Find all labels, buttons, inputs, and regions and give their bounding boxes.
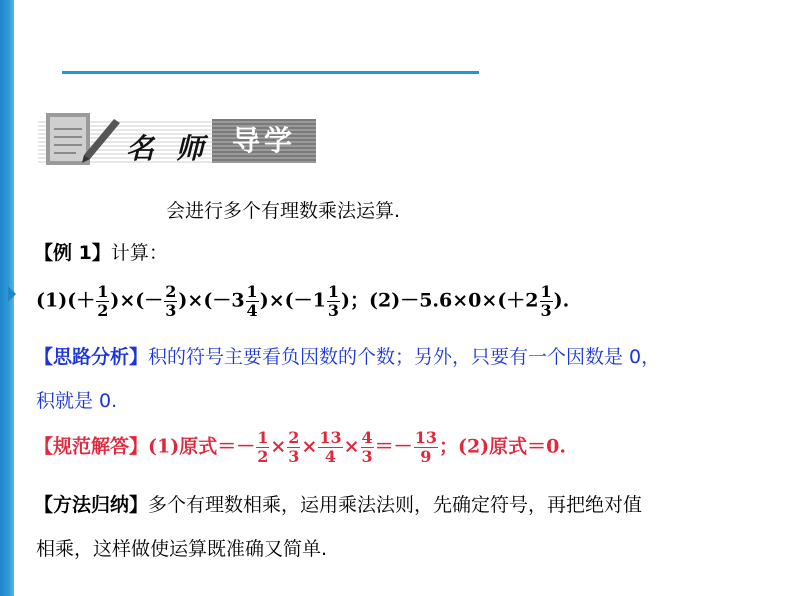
fraction-5 xyxy=(540,284,553,319)
example-heading xyxy=(34,238,168,265)
summary-label: 【方法归纳】 xyxy=(34,494,149,516)
banner-title: 名 师 xyxy=(126,132,210,165)
equals-sign: ＝－ xyxy=(374,435,413,458)
part2-label: (2) xyxy=(368,289,401,312)
fraction-den: 4 xyxy=(246,301,258,320)
fraction-den: 3 xyxy=(288,447,300,466)
fraction-num: 1 xyxy=(327,282,339,301)
times-sign: × xyxy=(343,435,360,458)
fraction-den: 3 xyxy=(165,301,177,320)
example-prompt: 计算： xyxy=(110,242,168,264)
separator: ； xyxy=(438,435,458,458)
term1-close: ) xyxy=(110,289,120,312)
solution-part1-label: (1)原式＝－ xyxy=(148,435,256,458)
fraction-den: 3 xyxy=(361,447,373,466)
example-label: 【例 1】 xyxy=(34,242,111,264)
fraction-den: 3 xyxy=(327,301,339,320)
fraction-num: 1 xyxy=(540,282,552,301)
fraction-num: 1 xyxy=(97,282,109,301)
summary-text-1: 多个有理数相乘，运用乘法法则，先确定符号，再把绝对值 xyxy=(148,494,643,516)
fraction-1 xyxy=(96,284,109,319)
solution-line xyxy=(34,430,566,465)
fraction-num: 2 xyxy=(165,282,177,301)
times-sign: × xyxy=(270,435,287,458)
analysis-label: 【思路分析】 xyxy=(34,346,149,368)
objective-text: 会进行多个有理数乘法运算. xyxy=(166,200,401,222)
section-banner xyxy=(38,107,328,173)
fraction-num: 13 xyxy=(319,428,342,447)
term1-open: (＋ xyxy=(67,289,96,312)
top-divider-line xyxy=(62,71,479,74)
times-sign: × xyxy=(301,435,318,458)
end-period: . xyxy=(562,289,570,312)
analysis-line-2: 积就是 0. xyxy=(36,390,118,412)
banner-tag: 导学 xyxy=(212,119,316,163)
analysis-line-1 xyxy=(34,342,660,369)
analysis-text-1: 积的符号主要看负因数的个数；另外，只要有一个因数是 0， xyxy=(148,346,661,368)
fraction-den: 9 xyxy=(420,447,432,466)
fraction-num: 4 xyxy=(361,428,373,447)
solution-label: 【规范解答】 xyxy=(34,435,149,458)
left-accent-notch xyxy=(8,286,16,302)
part2-term-open: (＋2 xyxy=(497,289,539,312)
notebook-pen-icon xyxy=(40,107,124,173)
term4-open: (－1 xyxy=(284,289,326,312)
fraction-den: 4 xyxy=(324,447,337,466)
term3-open: (－3 xyxy=(203,289,245,312)
fraction-den: 2 xyxy=(257,447,269,466)
fraction-num: 13 xyxy=(414,428,437,447)
term3-close: ) xyxy=(259,289,269,312)
solution-fraction-1 xyxy=(256,430,269,465)
term2-open: (－ xyxy=(135,289,164,312)
solution-fraction-3 xyxy=(318,430,342,465)
part2-expression: －5.6×0× xyxy=(400,289,498,312)
solution-fraction-5 xyxy=(414,430,438,465)
separator: ； xyxy=(349,289,369,312)
fraction-den: 2 xyxy=(97,301,109,320)
times-sign: × xyxy=(268,289,285,312)
term2-close: ) xyxy=(178,289,188,312)
times-sign: × xyxy=(187,289,204,312)
fraction-num: 1 xyxy=(246,282,258,301)
term4-close: ) xyxy=(340,289,350,312)
solution-fraction-4 xyxy=(361,430,374,465)
times-sign: × xyxy=(119,289,136,312)
solution-fraction-2 xyxy=(287,430,300,465)
summary-line-1 xyxy=(34,490,642,517)
fraction-4 xyxy=(327,284,340,319)
example-expression xyxy=(36,284,569,319)
fraction-3 xyxy=(246,284,259,319)
part1-label: (1) xyxy=(36,289,68,312)
part2-term-close: ) xyxy=(553,289,563,312)
solution-part2: (2)原式＝0. xyxy=(457,435,567,458)
summary-line-2: 相乘，这样做使运算既准确又简单. xyxy=(36,538,328,560)
fraction-2 xyxy=(164,284,177,319)
fraction-num: 1 xyxy=(257,428,269,447)
fraction-den: 3 xyxy=(540,301,552,320)
fraction-num: 2 xyxy=(288,428,300,447)
